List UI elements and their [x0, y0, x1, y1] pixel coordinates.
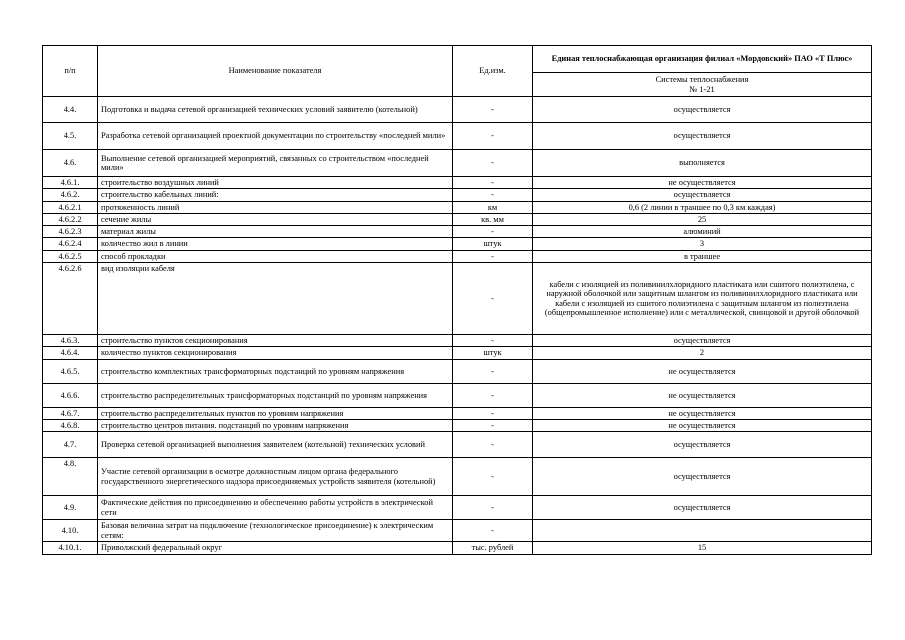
- table-row: [43, 250, 872, 262]
- row-number: 4.6.3.: [43, 335, 98, 347]
- table-row: [43, 407, 872, 419]
- row-number: 4.6.2.1: [43, 201, 98, 213]
- row-name: Базовая величина затрат на подключение (технологическое присоединение) к электрическим сетям:: [98, 520, 453, 542]
- row-unit: -: [453, 97, 533, 123]
- row-value: осуществляется: [533, 97, 872, 123]
- table-row: [43, 347, 872, 359]
- row-value: осуществляется: [533, 432, 872, 458]
- row-unit: тыс. рублей: [453, 542, 533, 554]
- table-row: [43, 226, 872, 238]
- header-unit: Ед.изм.: [453, 46, 533, 97]
- row-unit: -: [453, 150, 533, 177]
- row-unit: -: [453, 458, 533, 496]
- row-unit: -: [453, 123, 533, 150]
- row-name: способ прокладки: [98, 250, 453, 262]
- table-row: [43, 177, 872, 189]
- table-row: [43, 432, 872, 458]
- row-name: строительство комплектных трансформаторных подстанций по уровням напряжения: [98, 359, 453, 383]
- row-name: сечение жилы: [98, 213, 453, 225]
- row-value: 15: [533, 542, 872, 554]
- row-value: 3: [533, 238, 872, 250]
- row-name: Подготовка и выдача сетевой организацией технических условий заявителю (котельной): [98, 97, 453, 123]
- row-unit: -: [453, 419, 533, 431]
- header-organization: Единая теплоснабжающая организация филиал «Мордовский» ПАО «Т Плюс»: [533, 46, 872, 73]
- table-row: [43, 189, 872, 201]
- row-number: 4.10.: [43, 520, 98, 542]
- row-number: 4.6.5.: [43, 359, 98, 383]
- table-row: [43, 520, 872, 542]
- row-name: Фактические действия по присоединению и обеспечению работы устройств в электрической сети: [98, 496, 453, 520]
- row-name: вид изоляции кабеля: [98, 263, 453, 335]
- header-systems-label: Системы теплоснабжения: [655, 75, 749, 85]
- row-name: Разработка сетевой организацией проектной документации по строительству «последней мили»: [98, 123, 453, 150]
- row-value: осуществляется: [533, 189, 872, 201]
- row-number: 4.6.7.: [43, 407, 98, 419]
- row-unit: -: [453, 432, 533, 458]
- row-value: алюминий: [533, 226, 872, 238]
- row-name: строительство пунктов секционирования: [98, 335, 453, 347]
- row-value: осуществляется: [533, 335, 872, 347]
- row-value: [533, 520, 872, 542]
- row-unit: штук: [453, 238, 533, 250]
- row-name: Выполнение сетевой организацией мероприятий, связанных со строительством «последней мили»: [98, 150, 453, 177]
- table-row: [43, 201, 872, 213]
- table-row: [43, 542, 872, 554]
- row-unit: км: [453, 201, 533, 213]
- row-unit: -: [453, 407, 533, 419]
- row-number: 4.6.2.3: [43, 226, 98, 238]
- header-systems-number: № 1-21: [689, 84, 715, 94]
- table-row: [43, 97, 872, 123]
- row-value: кабели с изоляцией из поливинилхлоридного пластиката или сшитого полиэтилена, с наружной оболочкой или защитным шлангом из поливинилхлоридного пластиката или кабели с изоляцией из сшитого полиэтилена с защитным шлангом из полиэтилена (общепромышленное исполнение) или с металлической, свинцовой и другой оболочкой: [533, 263, 872, 335]
- row-name: Проверка сетевой организацией выполнения заявителем (котельной) технических условий: [98, 432, 453, 458]
- row-value: 0,6 (2 линии в траншее по 0,3 км каждая): [533, 201, 872, 213]
- row-number: 4.6.2.5: [43, 250, 98, 262]
- row-value: в траншее: [533, 250, 872, 262]
- row-number: 4.6.2.2: [43, 213, 98, 225]
- row-unit: -: [453, 177, 533, 189]
- row-value: не осуществляется: [533, 359, 872, 383]
- row-name: строительство центров питания. подстанций по уровням напряжения: [98, 419, 453, 431]
- row-name: строительство воздушных линий: [98, 177, 453, 189]
- table-row: [43, 458, 872, 496]
- row-name: Приволжский федеральный округ: [98, 542, 453, 554]
- row-unit: -: [453, 359, 533, 383]
- row-number: 4.6.2.4: [43, 238, 98, 250]
- row-number: 4.6.2.6: [43, 263, 98, 335]
- row-unit: -: [453, 335, 533, 347]
- indicators-table: [42, 45, 872, 555]
- row-number: 4.10.1.: [43, 542, 98, 554]
- row-name: количество пунктов секционирования: [98, 347, 453, 359]
- row-name: строительство распределительных пунктов по уровням напряжения: [98, 407, 453, 419]
- row-value: осуществляется: [533, 496, 872, 520]
- row-number: 4.6.6.: [43, 383, 98, 407]
- row-number: 4.6.1.: [43, 177, 98, 189]
- row-number: 4.6.4.: [43, 347, 98, 359]
- table-row: [43, 383, 872, 407]
- row-value: не осуществляется: [533, 177, 872, 189]
- row-name: количество жил в линии: [98, 238, 453, 250]
- row-number: 4.9.: [43, 496, 98, 520]
- row-name: строительство распределительных трансформаторных подстанций по уровням напряжения: [98, 383, 453, 407]
- row-number: 4.4.: [43, 97, 98, 123]
- table-row: [43, 213, 872, 225]
- row-value: осуществляется: [533, 123, 872, 150]
- row-value: осуществляется: [533, 458, 872, 496]
- row-unit: -: [453, 189, 533, 201]
- table-row: [43, 238, 872, 250]
- header-num: п/п: [43, 46, 98, 97]
- row-name: протяженность линий: [98, 201, 453, 213]
- row-value: не осуществляется: [533, 383, 872, 407]
- row-unit: -: [453, 520, 533, 542]
- header-systems: [533, 73, 872, 97]
- table-row: [43, 263, 872, 335]
- row-number: 4.6.2.: [43, 189, 98, 201]
- table-row: [43, 335, 872, 347]
- row-unit: -: [453, 226, 533, 238]
- row-value: не осуществляется: [533, 407, 872, 419]
- row-number: 4.6.: [43, 150, 98, 177]
- row-unit: -: [453, 383, 533, 407]
- table-row: [43, 496, 872, 520]
- row-unit: -: [453, 263, 533, 335]
- row-value: 2: [533, 347, 872, 359]
- row-name: Участие сетевой организации в осмотре должностным лицом органа федерального государственного энергетического надзора присоединяемых устройств заявителя (котельной): [98, 458, 453, 496]
- row-value: 25: [533, 213, 872, 225]
- row-name: материал жилы: [98, 226, 453, 238]
- table-row: [43, 419, 872, 431]
- row-number: 4.5.: [43, 123, 98, 150]
- table-row: [43, 123, 872, 150]
- row-number: 4.6.8.: [43, 419, 98, 431]
- row-value: не осуществляется: [533, 419, 872, 431]
- table-row: [43, 359, 872, 383]
- header-name: Наименование показателя: [98, 46, 453, 97]
- row-name: строительство кабельных линий:: [98, 189, 453, 201]
- row-unit: штук: [453, 347, 533, 359]
- row-number: 4.8.: [43, 458, 98, 496]
- row-unit: -: [453, 250, 533, 262]
- row-value: выполняется: [533, 150, 872, 177]
- row-unit: -: [453, 496, 533, 520]
- table-row: [43, 150, 872, 177]
- row-number: 4.7.: [43, 432, 98, 458]
- row-unit: кв. мм: [453, 213, 533, 225]
